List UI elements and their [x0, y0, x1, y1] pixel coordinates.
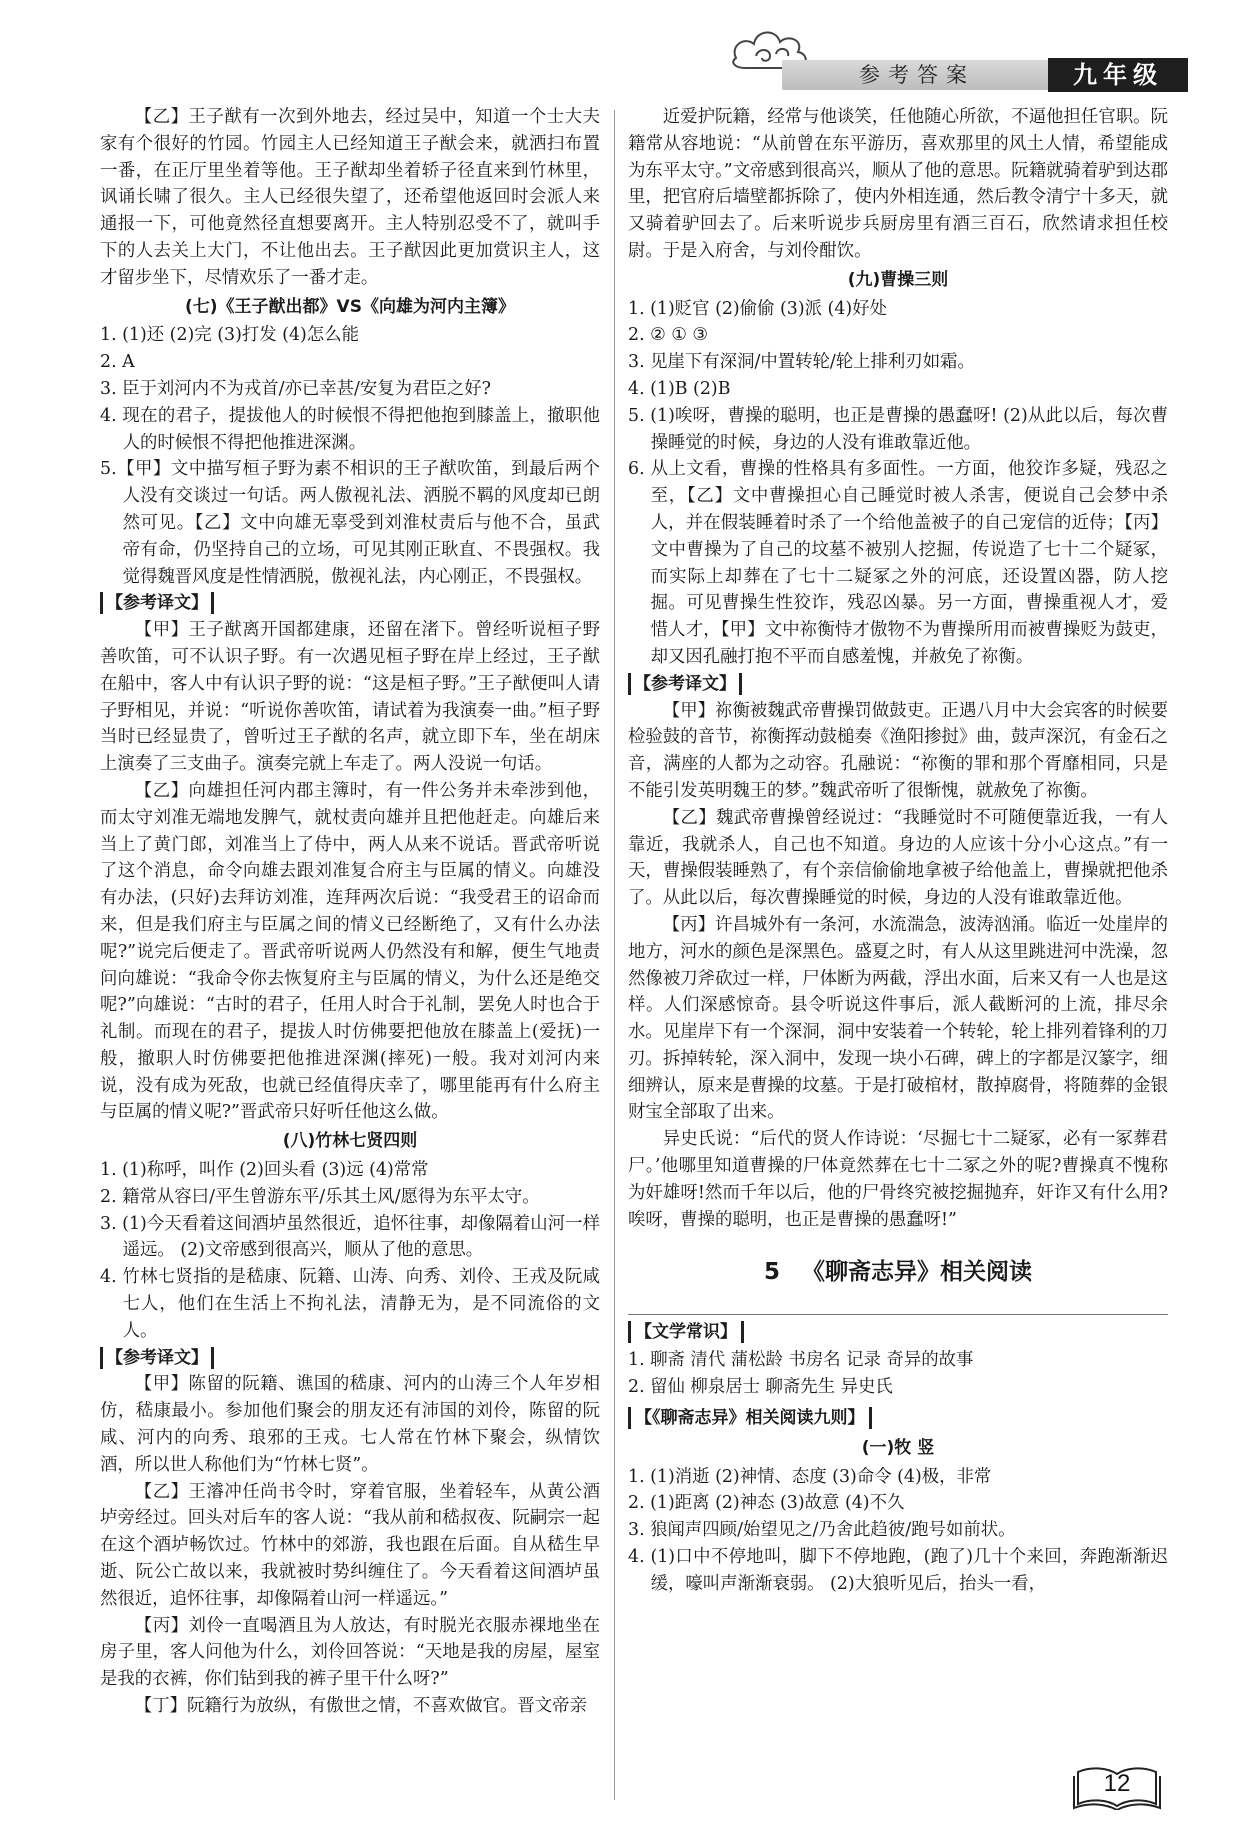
answer-item: 4. (1)B (2)B [628, 378, 731, 399]
answer-item: 1. (1)称呼，叫作 (2)回头看 (3)远 (4)常常 [100, 1160, 429, 1181]
reference-translation-label: 【参考译文】 [100, 1347, 214, 1369]
answer-item: 3. 见崖下有深洞/中置转轮/轮上排利刃如霜。 [628, 352, 975, 373]
translation-paragraph: 【甲】王子猷离开国都建康，还留在渚下。曾经听说桓子野善吹笛，可不认识子野。有一次遇见桓子野在岸上经过，王子猷在船中，客人中有认识子野的说：“这是桓子野。”王子猷便叫人请子野相见，并说：“听说你善吹笛，请试着为我演奏一曲。”桓子野当时已经显贵了，曾听过王子猷的名声，就立即下车，坐在胡床上演奏了三支曲子。演奏完就上车走了。两人没说一句话。 [100, 620, 600, 775]
answer-item: 4. 现在的君子，提拔他人的时候恨不得把他抱到膝盖上，撤职他人的时候恨不得把他推进深渊。 [100, 405, 600, 453]
page-number-text: 12 [1103, 1770, 1131, 1797]
answer-item: 1. (1)还 (2)完 (3)打发 (4)怎么能 [100, 325, 359, 346]
answer-item: 2. ② ① ③ [628, 325, 708, 346]
section-title: (九)曹操三则 [847, 269, 949, 290]
answer-item: 1. (1)贬官 (2)偷偷 (3)派 (4)好处 [628, 298, 887, 319]
divider-line [628, 1314, 1168, 1315]
column-divider [614, 110, 615, 1800]
answer-item: 2. (1)距离 (2)神态 (3)故意 (4)不久 [628, 1493, 905, 1514]
translation-paragraph: 【甲】祢衡被魏武帝曹操罚做鼓吏。正遇八月中大会宾客的时候要检验鼓的音节，祢衡挥动鼓槌奏《渔阳掺挝》曲，鼓声深沉，有金石之音，满座的人都为之动容。孔融说：“祢衡的罪和那个胥靡相同，只是不能引发英明魏王的梦。”魏武帝听了很惭愧，就赦免了祢衡。 [628, 700, 1168, 801]
translation-paragraph: 【丙】刘伶一直喝酒且为人放达，有时脱光衣服赤裸地坐在房子里，客人问他为什么，刘伶回答说：“天地是我的房屋，屋室是我的衣裤，你们钻到我的裤子里干什么呀?” [100, 1615, 600, 1690]
section-title: (七)《王子猷出都》VS《向雄为河内主簿》 [185, 296, 515, 317]
answer-item: 1. 聊斋 清代 蒲松龄 书房名 记录 奇异的故事 [628, 1350, 974, 1371]
translation-paragraph: 【丙】许昌城外有一条河，水流湍急，波涛汹涌。临近一处崖岸的地方，河水的颜色是深黑色。盛夏之时，有人从这里跳进河中洗澡，忽然像被刀斧砍过一样，尸体断为两截，浮出水面，后来又有一人也是这样。人们深感惊奇。县令听说这件事后，派人截断河的上流，排尽余水。见崖岸下有一个深洞，洞中安装着一个转轮，轮上排列着锋利的刀刃。拆掉转轮，深入洞中，发现一块小石碑，碑上的字都是汉篆字，细细辨认，原来是曹操的坟墓。于是打破棺材，散掉腐骨，将随葬的金银财宝全部取了出来。 [628, 914, 1168, 1123]
header-grade: 九年级 [1048, 58, 1188, 92]
answer-item: 3. 狼闻声四顾/始望见之/乃舍此趋彼/跑号如前状。 [628, 1520, 1016, 1541]
answer-item: 3. 臣于刘河内不为戎首/亦已幸甚/安复为君臣之好? [100, 378, 491, 399]
section-title: (一)牧 竖 [861, 1437, 935, 1458]
answer-item: 3. (1)今天看着这间酒垆虽然很近，追怀往事，却像隔着山河一样遥远。 (2)文帝感到很高兴，顺从了他的意思。 [100, 1213, 600, 1261]
chapter-number: 5 [763, 1259, 780, 1286]
translation-paragraph: 【乙】魏武帝曹操曾经说过：“我睡觉时不可随便靠近我，一有人靠近，我就杀人，自己也不知道。身边的人应该十分小心这点。”有一天，曹操假装睡熟了，有个亲信偷偷地拿被子给他盖上，曹操就把他杀了。从此以后，每次曹操睡觉的时候，身边的人没有谁敢靠近他。 [628, 807, 1168, 909]
answer-item: 4. (1)口中不停地叫，脚下不停地跑，(跑了)几十个来回，奔跑渐渐迟缓，嚎叫声渐渐衰弱。 (2)大狼听见后，抬头一看， [628, 1547, 1168, 1594]
page-number [1072, 1764, 1162, 1810]
paragraph: 【乙】王子猷有一次到外地去，经过吴中，知道一个士大夫家有个很好的竹园。竹园主人已经知道王子猷会来，就洒扫布置一番，在正厅里坐着等他。王子猷却坐着轿子径直来到竹林里，讽诵长啸了很久。主人已经很失望了，还希望他返回时会派人来通报一下，可他竟然径直想要离开。主人特别忍受不了，就叫手下的人去关上大门，不让他出去。王子猷因此更加赏识主人，这才留步坐下，尽情欢乐了一番才走。 [100, 107, 600, 288]
paragraph: 近爱护阮籍，经常与他谈笑，任他随心所欲，不逼他担任官职。阮籍常从容地说：“从前曾在东平游历，喜欢那里的风土人情，希望能成为东平太守。”文帝感到很高兴，顺从了他的意思。阮籍就骑着驴到达郡里，把官府后墙壁都拆除了，使内外相连通，然后教令清宁十多天，就又骑着驴回去了。后来听说步兵厨房里有酒三百石，欣然请求担任校尉。于是入府舍，与刘伶酣饮。 [628, 107, 1168, 261]
answer-item: 2. A [100, 352, 135, 373]
right-column [628, 104, 1168, 1598]
translation-paragraph: 异史氏说：“后代的贤人作诗说：‘尽掘七十二疑冢，必有一冢葬君尸。’他哪里知道曹操的尸体竟然葬在七十二冢之外的呢?曹操真不愧称为奸雄呀!然而千年以后，他的尸骨终究被挖掘抛弃，奸诈又有什么用?唉呀，曹操的聪明，也正是曹操的愚蠢呀!” [628, 1129, 1168, 1230]
nine-readings-label: 【《聊斋志异》相关阅读九则】 [628, 1407, 872, 1429]
answer-item: 1. (1)消逝 (2)神情、态度 (3)命令 (4)极，非常 [628, 1466, 992, 1487]
left-column [100, 104, 600, 1720]
answer-item: 5.【甲】文中描写桓子野为素不相识的王子猷吹笛，到最后两个人没有交谈过一句话。两人傲视礼法、洒脱不羁的风度却已朗然可见。【乙】文中向雄无辜受到刘淮杖责后与他不合，虽武帝有命，仍坚持自己的立场，可见其刚正耿直、不畏强权。我觉得魏晋风度是性情洒脱，傲视礼法，内心刚正，不畏强权。 [100, 459, 600, 587]
answer-item: 2. 留仙 柳泉居士 聊斋先生 异史氏 [628, 1377, 893, 1398]
translation-paragraph: 【甲】陈留的阮籍、谯国的嵇康、河内的山涛三个人年岁相仿，嵇康最小。参加他们聚会的朋友还有沛国的刘伶，陈留的阮咸、河内的向秀、琅邪的王戎。七人常在竹林下聚会，纵情饮酒，所以世人称他们为“竹林七贤”。 [100, 1374, 600, 1475]
answer-item: 2. 籍常从容曰/平生曾游东平/乐其土风/愿得为东平太守。 [100, 1186, 540, 1207]
reference-translation-label: 【参考译文】 [100, 592, 214, 614]
translation-paragraph: 【乙】王濬冲任尚书令时，穿着官服，坐着轻车，从黄公酒垆旁经过。回头对后车的客人说：“我从前和嵇叔夜、阮嗣宗一起在这个酒垆畅饮过。竹林中的郊游，我也跟在后面。自从嵇生早逝、阮公亡故以来，我就被时势纠缠住了。今天看着这间酒垆虽然很近，追怀往事，却像隔着山河一样遥远。” [100, 1481, 600, 1609]
page-header [730, 18, 1250, 98]
chapter-title: 《聊斋志异》相关阅读 [802, 1259, 1032, 1286]
section-title: (八)竹林七贤四则 [282, 1131, 418, 1152]
translation-paragraph: 【乙】向雄担任河内郡主簿时，有一件公务并未牵涉到他，而太守刘准无端地发脾气，就杖责向雄并且把他赶走。向雄后来当上了黄门郎，刘准当上了侍中，两人从来不说话。晋武帝听说了这个消息，命令向雄去跟刘准复合府主与臣属的情义。向雄没有办法，(只好)去拜访刘准，连拜两次后说：“我受君王的诏命而来，但是我们府主与臣属之间的情义已经断绝了，又有什么办法呢?”说完后便走了。晋武帝听说两人仍然没有和解，便生气地责问向雄说：“我命令你去恢复府主与臣属的情义，为什么还是绝交呢?”向雄说：“古时的君子，任用人时合于礼制，罢免人时也合于礼制。而现在的君子，提拔人时仿佛要把他放在膝盖上(爱抚)一般，撤职人时仿佛要把他推进深渊(摔死)一般。我对刘河内来说，没有成为死敌，也就已经值得庆幸了，哪里能再有什么府主与臣属的情义呢?”晋武帝只好听任他这么做。 [100, 780, 600, 1123]
translation-paragraph: 【丁】阮籍行为放纵，有傲世之情，不喜欢做官。晋文帝亲 [134, 1696, 587, 1717]
answer-item: 4. 竹林七贤指的是嵇康、阮籍、山涛、向秀、刘伶、王戎及阮咸七人，他们在生活上不拘礼法，清静无为，是不同流俗的文人。 [100, 1267, 600, 1341]
answer-item: 6. 从上文看，曹操的性格具有多面性。一方面，他狡诈多疑，残忍之至，【乙】文中曹操担心自己睡觉时被人杀害，便说自己会梦中杀人，并在假装睡着时杀了一个给他盖被子的自己宠信的近侍；【丙】文中曹操为了自己的坟墓不被别人挖掘，传说造了七十二个疑冢，而实际上却葬在了七十二疑冢之外的河底，还设置凶器，防人挖掘。可见曹操生性狡诈，残忍凶暴。另一方面，曹操重视人才，爱惜人才，【甲】文中祢衡恃才傲物不为曹操所用而被曹操贬为鼓吏，却又因孔融打抱不平而自感羞愧，并赦免了祢衡。 [628, 459, 1168, 667]
reference-translation-label: 【参考译文】 [628, 673, 742, 695]
header-label: 参考答案 [782, 60, 1052, 90]
answer-item: 5. (1)唉呀，曹操的聪明，也正是曹操的愚蠢呀! (2)从此以后，每次曹操睡觉的时候，身边的人没有谁敢靠近他。 [628, 405, 1168, 453]
chapter-heading [628, 1259, 1168, 1286]
literature-label: 【文学常识】 [628, 1321, 744, 1343]
